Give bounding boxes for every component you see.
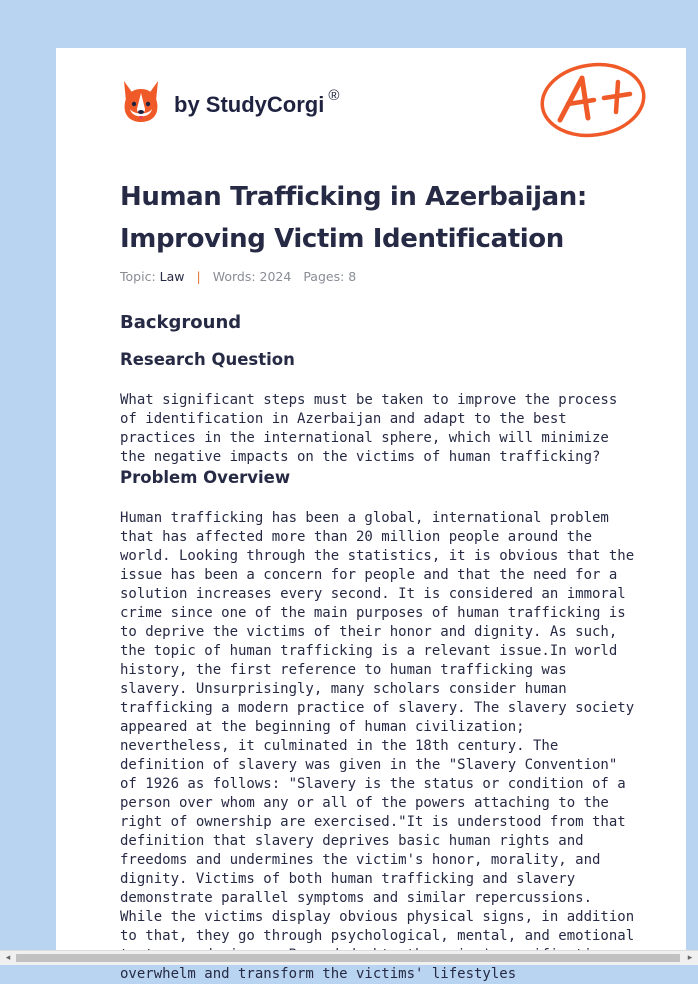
- registered-mark: ®: [328, 86, 340, 104]
- scroll-left-icon[interactable]: ◂: [5, 953, 11, 963]
- scroll-right-icon[interactable]: ▸: [687, 953, 693, 963]
- a-plus-grade-icon: [538, 60, 648, 140]
- scrollbar-thumb[interactable]: [16, 954, 680, 962]
- meta-separator: |: [196, 269, 201, 284]
- page-title: Human Trafficking in Azerbaijan: Improving Victim Identification: [120, 182, 587, 254]
- section-heading-background: Background: [120, 312, 242, 333]
- document-page: [56, 48, 686, 982]
- problem-overview-text: Human trafficking has been a global, international problem that has affected more than 20 million people around the world. Looking through the statistics, it is obvious that the issue has been a concern for people and that the need for a solution increases every second. It is considered an immoral crime since one of the main purposes of human trafficking is to deprive the victims of their honor and dignity. As such, the topic of human trafficking is a relevant issue.In world history, the first reference to human trafficking was slavery. Unsurprisingly, many scholars consider human trafficking a modern practice of slavery. The slavery society appeared at the beginning of human civilization; nevertheless, it culminated in the 18th century. The definition of slavery was given in the "Slavery Convention" of 1926 as follows: "Slavery is the status or condition of a person over whom any or all of the powers attaching to the right of ownership are exercised."It is understood from that definition that slavery deprives basic human rights and freedoms and undermines the victim's honor, morality, and dignity. Victims of both human trafficking and slavery demonstrate parallel symptoms and similar repercussions. While the victims display obvious physical signs, in addition to that, they go through psychological, mental, and emotional overwhelm and transform the victims' lifestyles: [120, 510, 635, 982]
- section-heading-research-question: Research Question: [120, 350, 295, 369]
- corgi-icon: [120, 79, 162, 123]
- word-count: Words: 2024: [212, 269, 292, 284]
- topic-label: Topic:: [120, 269, 156, 284]
- research-question-text: What significant steps must be taken to improve the process of identification in Azerbaijan and adapt to the best practices in the international sphere, which will minimize the negative impacts on the victims of human trafficking?: [120, 392, 618, 465]
- topic-link[interactable]: Law: [159, 269, 185, 284]
- page-count: Pages: 8: [303, 269, 357, 284]
- brand-name: by StudyCorgi: [174, 92, 325, 117]
- horizontal-scrollbar[interactable]: [0, 950, 698, 965]
- document-meta: [120, 269, 356, 284]
- brand-header[interactable]: [120, 76, 339, 126]
- section-heading-problem-overview: Problem Overview: [120, 468, 291, 487]
